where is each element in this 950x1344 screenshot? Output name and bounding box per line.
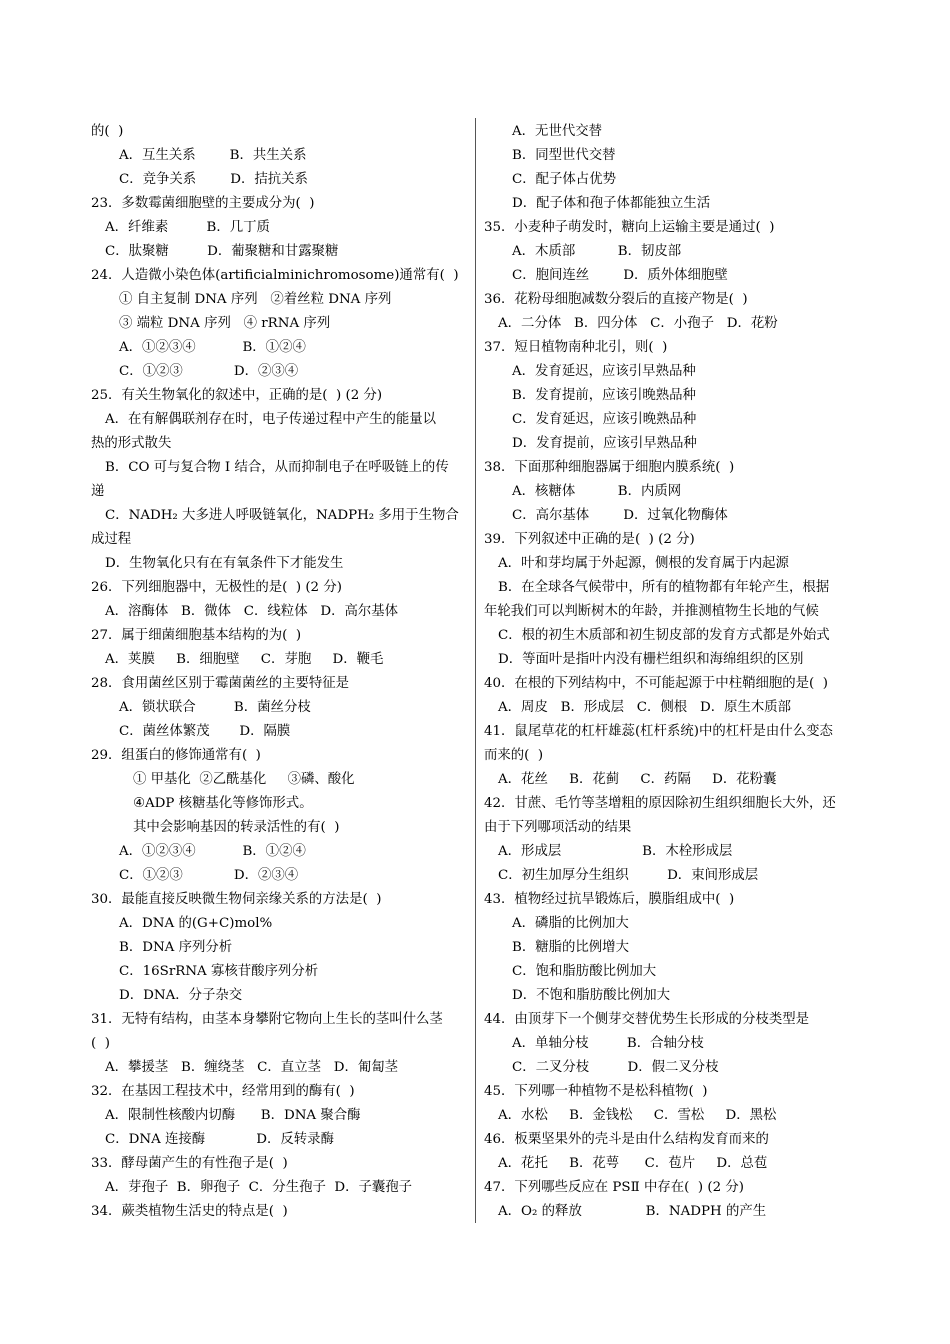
right-text-line: 47．下列哪些反应在 PSⅡ 中存在( ) (2 分) <box>484 1180 744 1195</box>
left-text-line: A．荚膜 B．细胞壁 C．芽胞 D．鞭毛 <box>105 652 384 667</box>
right-text-line: A．木质部 B．韧皮部 <box>512 244 682 259</box>
left-text-line: 31．无特有结构，由茎本身攀附它物向上生长的茎叫什么茎 <box>91 1012 443 1027</box>
right-column <box>484 120 860 1224</box>
left-text-line: 成过程 <box>91 532 132 547</box>
right-text-line: D．配子体和孢子体都能独立生活 <box>512 196 711 211</box>
left-text-line: C．DNA 连接酶 D．反转录酶 <box>105 1132 334 1147</box>
right-text-line: B．糖脂的比例增大 <box>512 940 629 955</box>
left-text-line: C．肽聚糖 D．葡聚糖和甘露聚糖 <box>105 244 339 259</box>
left-text-line: C．①②③ D．②③④ <box>119 868 299 883</box>
right-text-line: 40．在根的下列结构中，不可能起源于中柱鞘细胞的是( ) <box>484 676 828 691</box>
left-text-line: 的( ) <box>91 124 124 139</box>
right-text-line: A．O₂ 的释放 B．NADPH 的产生 <box>498 1204 767 1219</box>
column-divider <box>475 118 476 1223</box>
left-text-line: C．NADH₂ 大多进人呼吸链氧化，NADPH₂ 多用于生物合 <box>105 508 459 523</box>
left-text-line: A．芽孢子 B．卵孢子 C．分生孢子 D．子囊孢子 <box>105 1180 413 1195</box>
left-text-line: A．①②③④ B．①②④ <box>119 340 306 355</box>
left-text-line: 33．酵母菌产生的有性孢子是( ) <box>91 1156 288 1171</box>
right-text-line: 43．植物经过抗旱锻炼后，膜脂组成中( ) <box>484 892 735 907</box>
right-text-line: 39．下列叙述中正确的是( ) (2 分) <box>484 532 695 547</box>
left-text-line: A．溶酶体 B．微体 C．线粒体 D．高尔基体 <box>105 604 399 619</box>
left-text-line: D．DNA．分子杂交 <box>119 988 243 1003</box>
right-text-line: 35．小麦种子萌发时，糖向上运输主要是通过( ) <box>484 220 775 235</box>
left-text-line: 25．有关生物氧化的叙述中，正确的是( ) (2 分) <box>91 388 383 403</box>
right-text-line: 42．甘蔗、毛竹等茎增粗的原因除初生组织细胞长大外，还 <box>484 796 836 811</box>
right-text-line: A．叶和芽均属于外起源，侧根的发育属于内起源 <box>498 556 789 571</box>
right-text-line: 44．由顶芽下一个侧芽交替优势生长形成的分枝类型是 <box>484 1012 810 1027</box>
left-column <box>91 120 469 1224</box>
left-text-line: 29．组蛋白的修饰通常有( ) <box>91 748 261 763</box>
left-text-line: 32．在基因工程技术中，经常用到的酶有( ) <box>91 1084 355 1099</box>
left-text-line: D．生物氧化只有在有氧条件下才能发生 <box>105 556 344 571</box>
left-text-line: A．①②③④ B．①②④ <box>119 844 306 859</box>
right-text-line: 由于下列哪项活动的结果 <box>484 820 632 835</box>
left-text-line: A．互生关系 B．共生关系 <box>119 148 307 163</box>
right-text-line: A．形成层 B．木栓形成层 <box>498 844 733 859</box>
left-text-line: 24．人造微小染色体(artificialminichromosome)通常有( ) <box>91 268 459 283</box>
left-text-line: 23．多数霉菌细胞壁的主要成分为( ) <box>91 196 315 211</box>
left-text-line: 28．食用菌丝区别于霉菌菌丝的主要特征是 <box>91 676 350 691</box>
right-text-line: A．周皮 B．形成层 C．侧根 D．原生木质部 <box>498 700 792 715</box>
right-text-line: A．磷脂的比例加大 <box>512 916 629 931</box>
right-text-line: D．等面叶是指叶内没有栅栏组织和海绵组织的区别 <box>498 652 804 667</box>
right-text-line: A．无世代交替 <box>512 124 603 139</box>
left-text-line: ( ) <box>91 1036 110 1051</box>
left-text-line: A．限制性核酸内切酶 B．DNA 聚合酶 <box>105 1108 361 1123</box>
right-text-line: C．高尔基体 D．过氧化物酶体 <box>512 508 728 523</box>
right-text-line: A．水松 B．金钱松 C．雪松 D．黑松 <box>498 1108 777 1123</box>
right-text-line: 而来的( ) <box>484 748 544 763</box>
right-text-line: A．核糖体 B．内质网 <box>512 484 682 499</box>
right-text-line: 45．下列哪一种植物不是松科植物( ) <box>484 1084 708 1099</box>
right-text-line: D．不饱和脂肪酸比例加大 <box>512 988 671 1003</box>
left-text-line: A．锁状联合 B．菌丝分枝 <box>119 700 311 715</box>
left-text-line: B．DNA 序列分析 <box>119 940 233 955</box>
right-text-line: 41．鼠尾草花的杠杆雄蕊(杠杆系统)中的杠杆是由什么变态 <box>484 724 833 739</box>
right-text-line: C．胞间连丝 D．质外体细胞壁 <box>512 268 728 283</box>
right-text-line: A．花丝 B．花蓟 C．药隔 D．花粉囊 <box>498 772 777 787</box>
left-text-line: 27．属于细菌细胞基本结构的为( ) <box>91 628 302 643</box>
right-text-line: A．二分体 B．四分体 C．小孢子 D．花粉 <box>498 316 778 331</box>
left-text-line: B．CO 可与复合物 I 结合，从而抑制电子在呼吸链上的传 <box>105 460 449 475</box>
right-text-line: A．发育延迟，应该引早熟品种 <box>512 364 696 379</box>
left-text-line: ① 自主复制 DNA 序列 ②着丝粒 DNA 序列 <box>119 292 392 307</box>
left-text-line: ④ADP 核糖基化等修饰形式。 <box>133 796 313 811</box>
left-text-line: A．攀援茎 B．缠绕茎 C．直立茎 D．匍匐茎 <box>105 1060 399 1075</box>
right-text-line: 36．花粉母细胞减数分裂后的直接产物是( ) <box>484 292 748 307</box>
right-text-line: B．发育提前，应该引晚熟品种 <box>512 388 696 403</box>
right-text-line: B．在全球各气候带中，所有的植物都有年轮产生，根据 <box>498 580 830 595</box>
left-text-line: A．在有解偶联剂存在时，电子传递过程中产生的能量以 <box>105 412 437 427</box>
left-text-line: C．①②③ D．②③④ <box>119 364 299 379</box>
left-text-line: ① 甲基化 ②乙酰基化 ③磷、酸化 <box>133 772 355 787</box>
right-text-line: C．发育延迟，应该引晚熟品种 <box>512 412 697 427</box>
left-text-line: A．DNA 的(G+C)mol% <box>119 916 273 931</box>
right-text-line: C．二叉分枝 D．假二叉分枝 <box>512 1060 719 1075</box>
left-text-line: A．纤维素 B．几丁质 <box>105 220 270 235</box>
right-text-line: 37．短日植物南种北引，则( ) <box>484 340 668 355</box>
right-text-line: C．初生加厚分生组织 D．束间形成层 <box>498 868 759 883</box>
left-text-line: ③ 端粒 DNA 序列 ④ rRNA 序列 <box>119 316 331 331</box>
right-text-line: C．根的初生木质部和初生韧皮部的发育方式都是外始式 <box>498 628 830 643</box>
left-text-line: 其中会影响基因的转录活性的有( ) <box>133 820 340 835</box>
left-text-line: C．菌丝体繁茂 D．隔膜 <box>119 724 291 739</box>
right-text-line: 38．下面那种细胞器属于细胞内膜系统( ) <box>484 460 735 475</box>
right-text-line: 46．板栗坚果外的壳斗是由什么结构发育而来的 <box>484 1132 769 1147</box>
right-text-line: A．花托 B．花萼 C．苞片 D．总苞 <box>498 1156 768 1171</box>
right-text-line: 年轮我们可以判断树木的年龄，并推测植物生长地的气候 <box>484 604 819 619</box>
left-text-line: C．16SrRNA 寡核苷酸序列分析 <box>119 964 319 979</box>
left-text-line: 30．最能直接反映微生物伺亲缘关系的方法是( ) <box>91 892 382 907</box>
right-text-line: C．饱和脂肪酸比例加大 <box>512 964 657 979</box>
left-text-line: 热的形式散失 <box>91 436 172 451</box>
right-text-line: B．同型世代交替 <box>512 148 616 163</box>
right-text-line: C．配子体占优势 <box>512 172 616 187</box>
left-text-line: 26．下列细胞器中，无极性的是( ) (2 分) <box>91 580 342 595</box>
left-text-line: C．竞争关系 D．拮抗关系 <box>119 172 308 187</box>
right-text-line: A．单轴分枝 B．合轴分枝 <box>512 1036 704 1051</box>
left-text-line: 34．蕨类植物生活史的特点是( ) <box>91 1204 288 1219</box>
right-text-line: D．发育提前，应该引早熟品种 <box>512 436 697 451</box>
left-text-line: 递 <box>91 484 105 499</box>
